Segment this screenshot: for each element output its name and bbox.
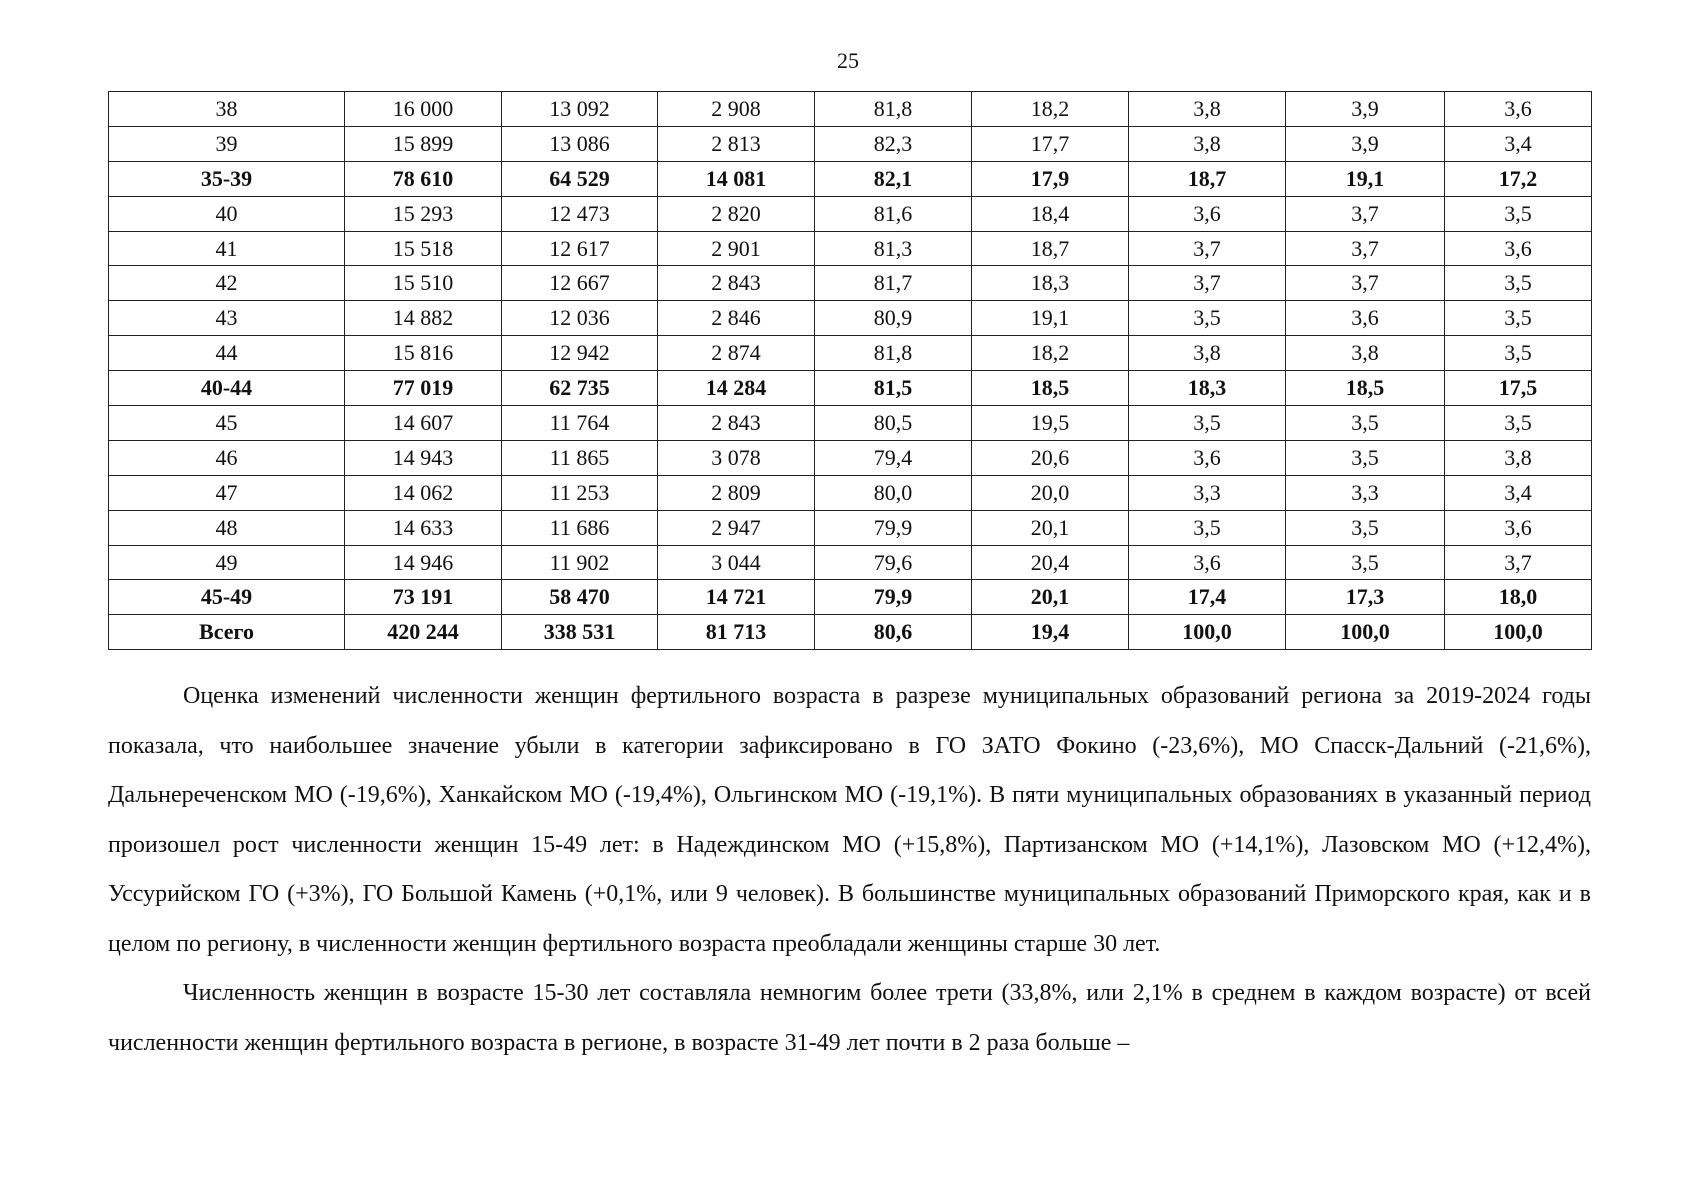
table-cell: 40-44 bbox=[109, 371, 345, 406]
table-cell: 3,4 bbox=[1445, 475, 1592, 510]
table-cell: 3,5 bbox=[1129, 301, 1286, 336]
table-cell: 12 667 bbox=[502, 266, 658, 301]
table-cell: 45-49 bbox=[109, 580, 345, 615]
table-cell: 3,7 bbox=[1445, 545, 1592, 580]
table-cell: 81,6 bbox=[815, 196, 972, 231]
table-cell: 78 610 bbox=[345, 161, 502, 196]
table-cell: 3 044 bbox=[658, 545, 815, 580]
table-cell: 3,3 bbox=[1286, 475, 1445, 510]
table-cell: 20,4 bbox=[972, 545, 1129, 580]
table-row bbox=[109, 336, 1592, 371]
table-cell: 100,0 bbox=[1129, 615, 1286, 650]
table-cell: 2 874 bbox=[658, 336, 815, 371]
table-cell: 2 947 bbox=[658, 510, 815, 545]
table-cell: 3,8 bbox=[1129, 336, 1286, 371]
table-cell: 18,7 bbox=[1129, 161, 1286, 196]
table-cell: 3,9 bbox=[1286, 126, 1445, 161]
table-cell: 48 bbox=[109, 510, 345, 545]
table-cell: 15 518 bbox=[345, 231, 502, 266]
table-cell: 80,5 bbox=[815, 406, 972, 441]
table-cell: 20,0 bbox=[972, 475, 1129, 510]
table-cell: 17,9 bbox=[972, 161, 1129, 196]
table-row bbox=[109, 440, 1592, 475]
table-cell: 338 531 bbox=[502, 615, 658, 650]
table-cell: 3,9 bbox=[1286, 92, 1445, 127]
table-cell: 2 908 bbox=[658, 92, 815, 127]
table-cell: 58 470 bbox=[502, 580, 658, 615]
table-row bbox=[109, 92, 1592, 127]
table-cell: 3,5 bbox=[1445, 406, 1592, 441]
table-cell: 2 820 bbox=[658, 196, 815, 231]
table-cell: 3,5 bbox=[1445, 196, 1592, 231]
table-cell: 3,5 bbox=[1445, 301, 1592, 336]
table-cell: 3,6 bbox=[1445, 510, 1592, 545]
table-cell: 11 865 bbox=[502, 440, 658, 475]
table-summary-row bbox=[109, 161, 1592, 196]
table-cell: 15 816 bbox=[345, 336, 502, 371]
table-cell: 73 191 bbox=[345, 580, 502, 615]
table-cell: 40 bbox=[109, 196, 345, 231]
table-cell: 3,8 bbox=[1445, 440, 1592, 475]
table-cell: 19,5 bbox=[972, 406, 1129, 441]
table-cell: 14 882 bbox=[345, 301, 502, 336]
table-cell: 62 735 bbox=[502, 371, 658, 406]
table-cell: 100,0 bbox=[1286, 615, 1445, 650]
table-cell: 3,8 bbox=[1286, 336, 1445, 371]
table-cell: 16 000 bbox=[345, 92, 502, 127]
table-cell: 3,5 bbox=[1129, 510, 1286, 545]
table-cell: 13 086 bbox=[502, 126, 658, 161]
table-cell: Всего bbox=[109, 615, 345, 650]
paragraph: Численность женщин в возрасте 15-30 лет составляла немногим более трети (33,8%, или 2,1% в среднем в каждом возрасте) от всей численности женщин фертильного возраста в регионе, в возрасте 31-49 лет почти в 2 раза больше – bbox=[108, 980, 1591, 1056]
table-cell: 46 bbox=[109, 440, 345, 475]
table-cell: 3,6 bbox=[1445, 231, 1592, 266]
table-cell: 3,6 bbox=[1129, 196, 1286, 231]
table-cell: 12 473 bbox=[502, 196, 658, 231]
table-cell: 100,0 bbox=[1445, 615, 1592, 650]
table-cell: 18,5 bbox=[972, 371, 1129, 406]
table-cell: 18,2 bbox=[972, 336, 1129, 371]
table-cell: 11 686 bbox=[502, 510, 658, 545]
table-cell: 77 019 bbox=[345, 371, 502, 406]
table-cell: 81,8 bbox=[815, 92, 972, 127]
table-cell: 2 843 bbox=[658, 266, 815, 301]
table-cell: 14 081 bbox=[658, 161, 815, 196]
table-cell: 13 092 bbox=[502, 92, 658, 127]
table-cell: 12 617 bbox=[502, 231, 658, 266]
table-cell: 3,8 bbox=[1129, 92, 1286, 127]
table-cell: 2 846 bbox=[658, 301, 815, 336]
table-cell: 3,5 bbox=[1129, 406, 1286, 441]
table-cell: 64 529 bbox=[502, 161, 658, 196]
table-row bbox=[109, 406, 1592, 441]
table-cell: 20,1 bbox=[972, 510, 1129, 545]
table-cell: 17,5 bbox=[1445, 371, 1592, 406]
table-cell: 80,0 bbox=[815, 475, 972, 510]
table-cell: 3,7 bbox=[1129, 266, 1286, 301]
table-cell: 14 284 bbox=[658, 371, 815, 406]
table-cell: 79,6 bbox=[815, 545, 972, 580]
table-cell: 14 633 bbox=[345, 510, 502, 545]
table-row bbox=[109, 475, 1592, 510]
table-summary-row bbox=[109, 580, 1592, 615]
table-cell: 18,7 bbox=[972, 231, 1129, 266]
table-cell: 11 764 bbox=[502, 406, 658, 441]
table-cell: 14 607 bbox=[345, 406, 502, 441]
table-row bbox=[109, 301, 1592, 336]
table-cell: 11 253 bbox=[502, 475, 658, 510]
table-cell: 79,4 bbox=[815, 440, 972, 475]
table-cell: 81,8 bbox=[815, 336, 972, 371]
table-cell: 3,6 bbox=[1445, 92, 1592, 127]
table-row bbox=[109, 545, 1592, 580]
table-row bbox=[109, 196, 1592, 231]
table-cell: 2 809 bbox=[658, 475, 815, 510]
table-cell: 19,1 bbox=[972, 301, 1129, 336]
table-cell: 3,5 bbox=[1286, 545, 1445, 580]
table-cell: 81 713 bbox=[658, 615, 815, 650]
table-row bbox=[109, 126, 1592, 161]
table-cell: 42 bbox=[109, 266, 345, 301]
table-cell: 81,7 bbox=[815, 266, 972, 301]
table-cell: 14 943 bbox=[345, 440, 502, 475]
table-cell: 19,4 bbox=[972, 615, 1129, 650]
table-cell: 3,4 bbox=[1445, 126, 1592, 161]
table-summary-row bbox=[109, 615, 1592, 650]
table-cell: 3,5 bbox=[1286, 440, 1445, 475]
table-cell: 79,9 bbox=[815, 510, 972, 545]
table-cell: 3,7 bbox=[1286, 266, 1445, 301]
table-cell: 3,6 bbox=[1286, 301, 1445, 336]
table-cell: 80,6 bbox=[815, 615, 972, 650]
table-cell: 18,2 bbox=[972, 92, 1129, 127]
table-cell: 14 062 bbox=[345, 475, 502, 510]
table-cell: 420 244 bbox=[345, 615, 502, 650]
table-cell: 38 bbox=[109, 92, 345, 127]
table-cell: 15 510 bbox=[345, 266, 502, 301]
table-cell: 80,9 bbox=[815, 301, 972, 336]
table-cell: 15 293 bbox=[345, 196, 502, 231]
table-cell: 3,3 bbox=[1129, 475, 1286, 510]
table-cell: 17,3 bbox=[1286, 580, 1445, 615]
table-cell: 20,6 bbox=[972, 440, 1129, 475]
table-cell: 18,5 bbox=[1286, 371, 1445, 406]
table-cell: 3,7 bbox=[1129, 231, 1286, 266]
table-cell: 81,5 bbox=[815, 371, 972, 406]
table-cell: 3,7 bbox=[1286, 231, 1445, 266]
table-cell: 14 946 bbox=[345, 545, 502, 580]
table-row bbox=[109, 266, 1592, 301]
table-cell: 18,3 bbox=[972, 266, 1129, 301]
table-cell: 3,5 bbox=[1445, 336, 1592, 371]
table-cell: 19,1 bbox=[1286, 161, 1445, 196]
table-cell: 3 078 bbox=[658, 440, 815, 475]
table-cell: 14 721 bbox=[658, 580, 815, 615]
table-cell: 41 bbox=[109, 231, 345, 266]
table-cell: 3,6 bbox=[1129, 545, 1286, 580]
table-cell: 18,4 bbox=[972, 196, 1129, 231]
table-cell: 82,3 bbox=[815, 126, 972, 161]
table-cell: 39 bbox=[109, 126, 345, 161]
table-cell: 44 bbox=[109, 336, 345, 371]
table-cell: 2 843 bbox=[658, 406, 815, 441]
table-cell: 3,8 bbox=[1129, 126, 1286, 161]
table-summary-row bbox=[109, 371, 1592, 406]
table-cell: 3,5 bbox=[1286, 406, 1445, 441]
table-cell: 35-39 bbox=[109, 161, 345, 196]
table-cell: 3,5 bbox=[1286, 510, 1445, 545]
table-cell: 43 bbox=[109, 301, 345, 336]
table-cell: 11 902 bbox=[502, 545, 658, 580]
table-cell: 3,7 bbox=[1286, 196, 1445, 231]
table-cell: 2 901 bbox=[658, 231, 815, 266]
table-row bbox=[109, 231, 1592, 266]
table-cell: 17,4 bbox=[1129, 580, 1286, 615]
age-statistics-table bbox=[108, 91, 1592, 650]
table-cell: 17,7 bbox=[972, 126, 1129, 161]
table-cell: 2 813 bbox=[658, 126, 815, 161]
table-cell: 18,0 bbox=[1445, 580, 1592, 615]
table-cell: 18,3 bbox=[1129, 371, 1286, 406]
body-text bbox=[108, 672, 1591, 1068]
table-cell: 17,2 bbox=[1445, 161, 1592, 196]
paragraph: Оценка изменений численности женщин фертильного возраста в разрезе муниципальных образований региона за 2019-2024 годы показала, что наибольшее значение убыли в категории зафиксировано в ГО ЗАТО Фокино (-23,6%), МО Спасск-Дальний (-21,6%), Дальнереченском МО (-19,6%), Ханкайском МО (-19,4%), Ольгинском МО (-19,1%). В пяти муниципальных образованиях в указанный период произошел рост численности женщин 15-49 лет: в Надеждинском МО (+15,8%), Партизанском МО (+14,1%), Лазовском МО (+12,4%), Уссурийском ГО (+3%), ГО Большой Камень (+0,1%, или 9 человек). В большинстве муниципальных образований Приморского края, как и в целом по региону, в численности женщин фертильного возраста преобладали женщины старше 30 лет. bbox=[108, 683, 1591, 957]
table-cell: 20,1 bbox=[972, 580, 1129, 615]
table-cell: 3,6 bbox=[1129, 440, 1286, 475]
page-number: 25 bbox=[837, 48, 859, 73]
table-cell: 47 bbox=[109, 475, 345, 510]
table-cell: 15 899 bbox=[345, 126, 502, 161]
table-cell: 81,3 bbox=[815, 231, 972, 266]
table-cell: 12 942 bbox=[502, 336, 658, 371]
table-cell: 49 bbox=[109, 545, 345, 580]
table-cell: 3,5 bbox=[1445, 266, 1592, 301]
table-cell: 12 036 bbox=[502, 301, 658, 336]
table-cell: 82,1 bbox=[815, 161, 972, 196]
table-row bbox=[109, 510, 1592, 545]
table-cell: 79,9 bbox=[815, 580, 972, 615]
table-cell: 45 bbox=[109, 406, 345, 441]
